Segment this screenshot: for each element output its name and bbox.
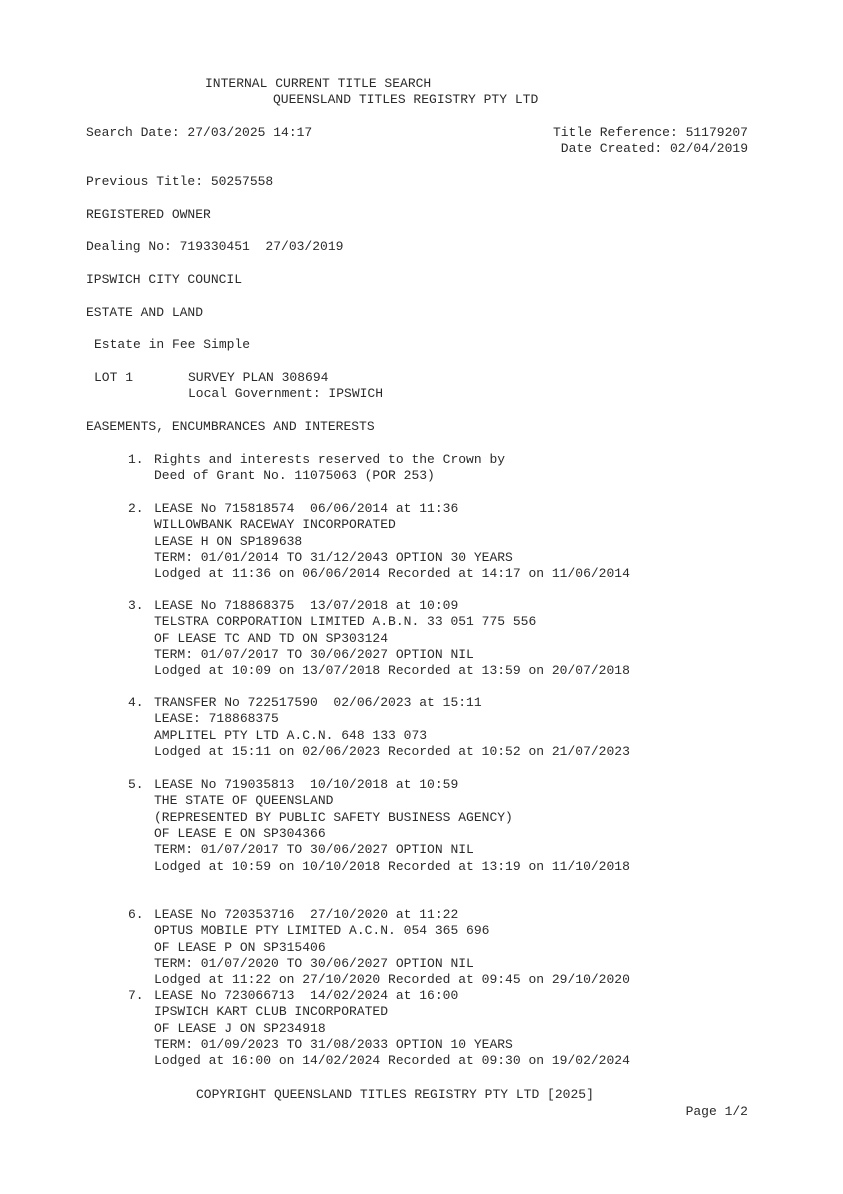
easement-item-line: TRANSFER No 722517590 02/06/2023 at 15:11 (154, 695, 482, 710)
easement-item-number: 6. (128, 907, 144, 922)
date-created: Date Created: 02/04/2019 (560, 141, 748, 156)
page-number: Page 1/2 (685, 1104, 748, 1119)
easement-item-line: Lodged at 10:09 on 13/07/2018 Recorded at 13:59 on 20/07/2018 (154, 663, 630, 679)
easement-item-line: LEASE No 718868375 13/07/2018 at 10:09 (154, 598, 459, 613)
easement-item-line: TELSTRA CORPORATION LIMITED A.B.N. 33 051 775 556 (154, 614, 537, 630)
easement-item-line: LEASE No 719035813 10/10/2018 at 10:59 (154, 777, 459, 792)
easement-item-line: TERM: 01/09/2023 TO 31/08/2033 OPTION 10 YEARS (154, 1036, 513, 1052)
easement-item-line: TERM: 01/01/2014 TO 31/12/2043 OPTION 30 YEARS (154, 549, 513, 565)
easement-item-line: Lodged at 10:59 on 10/10/2018 Recorded at 13:19 on 11/10/2018 (154, 858, 630, 874)
easement-item-line: (REPRESENTED BY PUBLIC SAFETY BUSINESS AGENCY) (154, 809, 513, 825)
estate-type: Estate in Fee Simple (94, 337, 251, 352)
easement-item-line: LEASE H ON SP189638 (154, 533, 303, 549)
easement-item-line: LEASE No 723066713 14/02/2024 at 16:00 (154, 988, 459, 1003)
easement-item-number: 2. (128, 501, 144, 516)
dealing-number: Dealing No: 719330451 27/03/2019 (86, 239, 344, 254)
easement-item-line: TERM: 01/07/2017 TO 30/06/2027 OPTION NIL (154, 646, 474, 662)
previous-title: Previous Title: 50257558 (86, 174, 274, 189)
easement-item-line: Deed of Grant No. 11075063 (POR 253) (154, 468, 435, 484)
easement-item-line: TERM: 01/07/2020 TO 30/06/2027 OPTION NIL (154, 955, 474, 971)
easement-item-line: OF LEASE E ON SP304366 (154, 825, 326, 841)
easement-item-line: Lodged at 16:00 on 14/02/2024 Recorded at 09:30 on 19/02/2024 (154, 1053, 630, 1069)
title-reference: Title Reference: 51179207 (552, 125, 748, 140)
estate-and-land-heading: ESTATE AND LAND (86, 305, 204, 320)
easement-item-line: OF LEASE J ON SP234918 (154, 1020, 326, 1036)
easement-item-line: Lodged at 11:36 on 06/06/2014 Recorded at 14:17 on 11/06/2014 (154, 566, 630, 582)
lot-number: LOT 1 (94, 370, 134, 385)
easement-item-line: Rights and interests reserved to the Crown by (154, 452, 506, 467)
easement-item-line: TERM: 01/07/2017 TO 30/06/2027 OPTION NIL (154, 842, 474, 858)
easement-item-line: OF LEASE TC AND TD ON SP303124 (154, 630, 389, 646)
easement-item-line: LEASE No 720353716 27/10/2020 at 11:22 (154, 907, 459, 922)
easement-item-line: LEASE: 718868375 (154, 711, 279, 727)
easement-item-line: OPTUS MOBILE PTY LIMITED A.C.N. 054 365 696 (154, 923, 490, 939)
easement-item-line: OF LEASE P ON SP315406 (154, 939, 326, 955)
easement-item-number: 3. (128, 598, 144, 613)
survey-plan: SURVEY PLAN 308694 (188, 370, 329, 385)
search-date: Search Date: 27/03/2025 14:17 (86, 125, 313, 140)
easement-item-line: IPSWICH KART CLUB INCORPORATED (154, 1004, 389, 1020)
easement-item-line: WILLOWBANK RACEWAY INCORPORATED (154, 517, 396, 533)
easement-item-line: THE STATE OF QUEENSLAND (154, 793, 334, 809)
easement-item-line: AMPLITEL PTY LTD A.C.N. 648 133 073 (154, 727, 428, 743)
easement-item-number: 4. (128, 695, 144, 710)
easement-item-number: 7. (128, 988, 144, 1003)
registry-name: QUEENSLAND TITLES REGISTRY PTY LTD (273, 92, 539, 107)
registered-owner-heading: REGISTERED OWNER (86, 207, 211, 222)
easement-item-number: 1. (128, 452, 144, 467)
owner-name: IPSWICH CITY COUNCIL (86, 272, 243, 287)
local-government: Local Government: IPSWICH (188, 386, 384, 401)
easement-item-line: Lodged at 15:11 on 02/06/2023 Recorded at 10:52 on 21/07/2023 (154, 743, 630, 759)
copyright-notice: COPYRIGHT QUEENSLAND TITLES REGISTRY PTY LTD [2025] (196, 1087, 594, 1102)
document-title: INTERNAL CURRENT TITLE SEARCH (205, 76, 432, 91)
easement-item-line: Lodged at 11:22 on 27/10/2020 Recorded at 09:45 on 29/10/2020 (154, 972, 630, 988)
easements-heading: EASEMENTS, ENCUMBRANCES AND INTERESTS (86, 419, 375, 434)
easement-item-line: LEASE No 715818574 06/06/2014 at 11:36 (154, 501, 459, 516)
easement-item-number: 5. (128, 777, 144, 792)
